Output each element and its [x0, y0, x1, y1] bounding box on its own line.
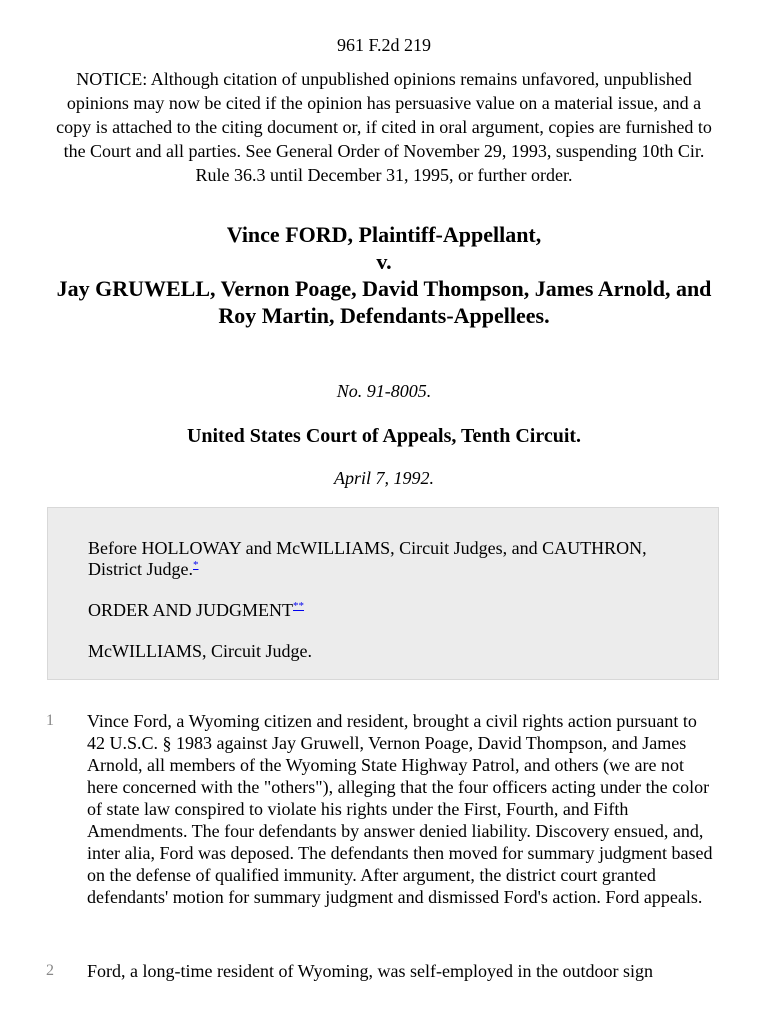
opinion-author: McWILLIAMS, Circuit Judge. [88, 641, 312, 661]
footnote-link-1[interactable]: * [193, 559, 199, 571]
versus-line: v. [376, 249, 392, 274]
panel-before-text: Before HOLLOWAY and McWILLIAMS, Circuit Judges, and CAUTHRON, District Judge. [88, 538, 647, 579]
case-caption [40, 221, 728, 329]
paragraph-text: Ford, a long-time resident of Wyoming, was self-employed in the outdoor sign [87, 961, 653, 981]
order-title: ORDER AND JUDGMENT [88, 600, 294, 620]
paragraph-number: 1 [46, 712, 54, 729]
judges-panel [47, 507, 719, 680]
plaintiff-line: Vince FORD, Plaintiff-Appellant, [226, 222, 542, 247]
court-name: United States Court of Appeals, Tenth Circuit. [186, 425, 582, 447]
case-citation: 961 F.2d 219 [336, 35, 432, 55]
defendants-line-1: Jay GRUWELL, Vernon Poage, David Thompson, James Arnold, and [56, 276, 712, 301]
paragraph-number: 2 [46, 962, 54, 979]
footnote-link-2[interactable]: ** [293, 600, 305, 612]
order-and-judgment-heading [88, 600, 668, 621]
defendants-line-2: Roy Martin, Defendants-Appellees. [218, 303, 550, 328]
decision-date: April 7, 1992. [333, 468, 434, 488]
unpublished-notice: NOTICE: Although citation of unpublished opinions remains unfavored, unpublished opinions may now be cited if the opinion has persuasive value on a material issue, and a copy is attached to the citing document or, if cited in oral argument, copies are furnished to the Court and all parties. See General Order of November 29, 1993, suspending 10th Cir. Rule 36.3 until December 31, 1995, or further order. [56, 69, 712, 185]
paragraph-text: Vince Ford, a Wyoming citizen and resident, brought a civil rights action pursuant to 42 U.S.C. § 1983 against Jay Gruwell, Vernon Poage, David Thompson, and James Arnold, all members of the Wyoming State Highway Patrol, and others (we are not here concerned with the "others"), alleging that the four officers acting under the color of state law conspired to violate his rights under the First, Fourth, and Fifth Amendments. The four defendants by answer denied liability. Discovery ensued, and, inter alia, Ford was deposed. The defendants then moved for summary judgment based on the defense of qualified immunity. After argument, the district court granted defendants' motion for summary judgment and dismissed Ford's action. Ford appeals. [87, 711, 713, 907]
docket-number: No. 91-8005. [336, 381, 432, 401]
panel-before-line [88, 538, 668, 580]
